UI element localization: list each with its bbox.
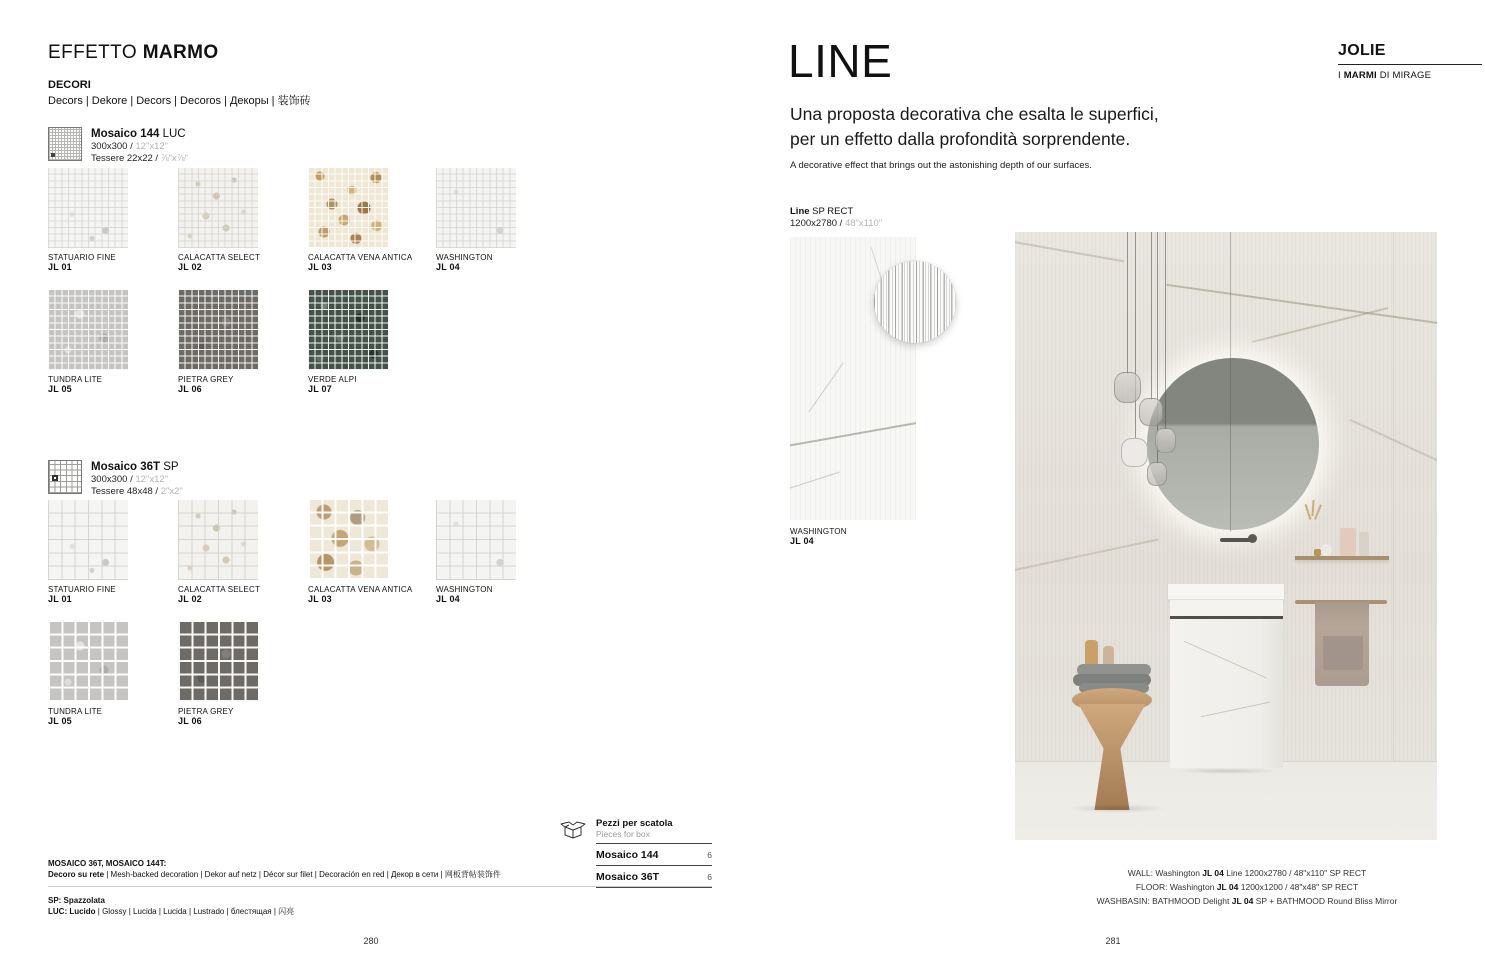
faucet-knob: [1248, 534, 1257, 543]
row-label: Mosaico 144: [596, 849, 659, 861]
footnote-luc-bold: LUC: Lucido: [48, 907, 96, 917]
collection-title: LINE: [788, 35, 893, 87]
tile-calacatta-select-36t: [178, 500, 310, 604]
vanity-cabinet: [1170, 619, 1283, 768]
tile-code: JL 01: [48, 262, 72, 272]
tile-name: PIETRA GREY: [178, 375, 234, 384]
size-mm: 1200x2780 /: [790, 218, 845, 230]
brand-block: [1338, 42, 1482, 81]
tile-swatch: [48, 168, 128, 248]
tile-name: TUNDRA LITE: [48, 375, 103, 384]
tile-name: VERDE ALPI: [308, 375, 357, 384]
brand-rule: [1338, 64, 1482, 65]
pendant-light: [1139, 398, 1163, 426]
tile-pietra-grey-144: [178, 290, 310, 394]
product-name: Mosaico 144: [91, 128, 160, 140]
marble-vein: [808, 363, 843, 413]
wall-shelf: [1295, 556, 1389, 560]
marble-vein: [790, 420, 916, 447]
tile-swatch: [436, 168, 516, 248]
tile-code: JL 05: [48, 384, 72, 394]
grid-icon-marker: [52, 475, 58, 481]
product-name: Line: [790, 206, 810, 217]
size-in: 12"x12": [135, 474, 169, 486]
tile-code: JL 03: [308, 262, 332, 272]
footnote-finishes: [48, 895, 688, 917]
mosaico-36t-specs: [91, 460, 183, 498]
photo-caption: [1080, 866, 1414, 908]
pendant-light: [1114, 372, 1141, 403]
tile-verde-alpi-144: [308, 290, 440, 394]
mosaico-36t-header: [48, 460, 183, 498]
tile-swatch: [178, 622, 258, 702]
pieces-title: Pezzi per scatola: [596, 818, 673, 829]
pendant-light: [1121, 438, 1148, 467]
tile-code: JL 07: [308, 384, 332, 394]
tile-calacatta-vena-antica-36t: [308, 500, 440, 604]
tile-name: CALACATTA VENA ANTICA: [308, 585, 413, 594]
vanity-shadow: [1175, 768, 1279, 774]
product-name: Mosaico 36T: [91, 461, 161, 473]
tile-calacatta-select-144: [178, 168, 310, 272]
pendant-cord: [1151, 232, 1152, 400]
pendant-cord: [1165, 232, 1166, 430]
tessere-mm: Tessere 48x48 /: [91, 486, 161, 498]
tile-name: STATUARIO FINE: [48, 585, 116, 594]
size-in: 48"x110": [844, 218, 883, 230]
page-title: [48, 42, 219, 64]
brand-sub-rest: DI MIRAGE: [1376, 70, 1432, 81]
tile-code: JL 05: [48, 716, 72, 726]
tile-calacatta-vena-antica-144: [308, 168, 440, 272]
tile-swatch: [178, 290, 258, 370]
tile-swatch: [308, 168, 388, 248]
candle: [1340, 528, 1356, 556]
tile-name: STATUARIO FINE: [48, 253, 116, 262]
tile-swatch: [436, 500, 516, 580]
mosaico-144-header: [48, 127, 188, 165]
footnote-text: | Mesh-backed decoration | Dekor auf netz | Décor sur filet | Decoración en red | Декор в сети | 网板背帖装饰件: [104, 870, 501, 880]
tile-name: PIETRA GREY: [178, 707, 234, 716]
line-product-label: [790, 206, 882, 230]
tile-name: CALACATTA VENA ANTICA: [308, 253, 413, 262]
tile-code: JL 06: [178, 716, 202, 726]
washington-label: [790, 527, 847, 546]
hanging-towel-small: [1323, 636, 1363, 670]
tile-name: CALACATTA SELECT: [178, 253, 261, 262]
decor-bottle: [1359, 532, 1369, 556]
decori-translations: Decors | Dekore | Decors | Decoros | Декоры | 装饰砖: [48, 95, 311, 107]
tile-swatch: [48, 622, 128, 702]
wall-vein: [1252, 307, 1388, 342]
brand-sub-prefix: I: [1338, 70, 1344, 81]
pendant-cord: [1127, 232, 1128, 374]
decor-sphere: [1320, 544, 1332, 556]
tile-code: JL 03: [308, 594, 332, 604]
caption-washbasin: WASHBASIN: BATHMOOD Delight JL 04 SP + BATHMOOD Round Bliss Mirror: [1096, 896, 1398, 907]
row-value: 6: [707, 850, 712, 860]
tile-statuario-fine-144: [48, 168, 180, 272]
caption-floor: FLOOR: Washington JL 04 1200x1200 / 48"x48" SP RECT: [1135, 882, 1359, 893]
tile-code: JL 04: [790, 536, 814, 546]
vanity-drawer: [1170, 600, 1283, 616]
dried-grass: [1311, 500, 1314, 516]
dried-grass: [1305, 504, 1311, 520]
wall-panel-seam: [1393, 232, 1394, 762]
tile-swatch: [48, 290, 128, 370]
tile-washington-36t: [436, 500, 568, 604]
tile-code: JL 06: [178, 384, 202, 394]
tile-swatch: [308, 500, 388, 580]
dried-grass: [1314, 504, 1321, 519]
tile-name: WASHINGTON: [436, 585, 493, 594]
footnote-luc-text: | Glossy | Lucida | Lucida | Lustrado | блестящая | 闪亮: [95, 907, 295, 917]
tile-swatch: [178, 168, 258, 248]
marble-vein: [790, 472, 840, 490]
stool-shadow: [1067, 804, 1167, 813]
tile-name: WASHINGTON: [436, 253, 493, 262]
product-finish: SP: [160, 461, 179, 473]
tile-pietra-grey-36t: [178, 622, 310, 726]
washbasin-countertop: [1168, 584, 1284, 600]
product-finish: SP RECT: [809, 206, 854, 217]
tile-swatch: [48, 500, 128, 580]
box-icon: [560, 818, 586, 842]
tessere-in: ⅞"x⅞": [160, 153, 189, 165]
page-number-left: 280: [363, 936, 379, 946]
page-title-regular: EFFETTO: [48, 42, 143, 63]
tile-name: TUNDRA LITE: [48, 707, 103, 716]
tile-code: JL 02: [178, 262, 202, 272]
footnote-bold: Decoro su rete: [48, 870, 105, 880]
pendant-cord: [1230, 232, 1231, 532]
pendant-light: [1155, 428, 1176, 453]
tile-swatch: [308, 290, 388, 370]
decori-heading: DECORI: [48, 79, 91, 91]
footnote-mesh: [48, 858, 688, 880]
footnote-sp: SP: Spazzolata: [48, 896, 105, 905]
product-finish: LUC: [159, 128, 186, 140]
tile-name: CALACATTA SELECT: [178, 585, 261, 594]
wall-vein: [1015, 538, 1159, 571]
pendant-cord: [1135, 232, 1136, 440]
page-number-right: 281: [1105, 936, 1121, 946]
tile-code: JL 01: [48, 594, 72, 604]
size-mm: 300x300 /: [91, 474, 136, 486]
tile-code: JL 02: [178, 594, 202, 604]
grid-icon-marker: [51, 153, 55, 157]
mosaic-144-grid-icon: [48, 127, 82, 161]
tile-name: WASHINGTON: [790, 527, 847, 536]
tessere-in: 2"x2": [160, 486, 183, 498]
mosaic-36t-grid-icon: [48, 460, 82, 494]
intro-text: Una proposta decorativa che esalta le superfici, per un effetto dalla profondità sorprendente.: [790, 104, 1159, 149]
caption-wall: WALL: Washington JL 04 Line 1200x2780 / 48"x110" SP RECT: [1127, 868, 1367, 878]
tile-statuario-fine-36t: [48, 500, 180, 604]
tile-washington-144: [436, 168, 568, 272]
decor-small-bottle: [1314, 549, 1321, 556]
tessere-mm: Tessere 22x22 /: [91, 153, 161, 165]
texture-detail-magnifier: [874, 261, 956, 343]
row-value: 6: [707, 872, 712, 882]
intro-text-english: A decorative effect that brings out the astonishing depth of our surfaces.: [790, 160, 1092, 171]
wall-vein: [1166, 284, 1437, 326]
pieces-subtitle: Pieces for box: [596, 829, 712, 844]
size-mm: 300x300 /: [91, 141, 136, 153]
tile-swatch: [178, 500, 258, 580]
tile-tundra-lite-36t: [48, 622, 180, 726]
tile-tundra-lite-144: [48, 290, 180, 394]
footnote-divider: [48, 886, 712, 887]
tile-code: JL 04: [436, 594, 460, 604]
footnote-title: MOSAICO 36T, MOSAICO 144T:: [48, 859, 167, 868]
brand-sub-bold: MARMI: [1343, 70, 1377, 81]
row-label: Mosaico 36T: [596, 871, 660, 883]
brand-name: JOLIE: [1338, 42, 1386, 59]
size-in: 12"x12": [135, 141, 169, 153]
wall-vein: [1015, 240, 1124, 262]
bathroom-photo: [1015, 232, 1437, 840]
tile-code: JL 04: [436, 262, 460, 272]
pendant-light: [1147, 462, 1167, 486]
page-title-bold: MARMO: [142, 42, 219, 63]
mosaico-144-specs: [91, 127, 188, 165]
